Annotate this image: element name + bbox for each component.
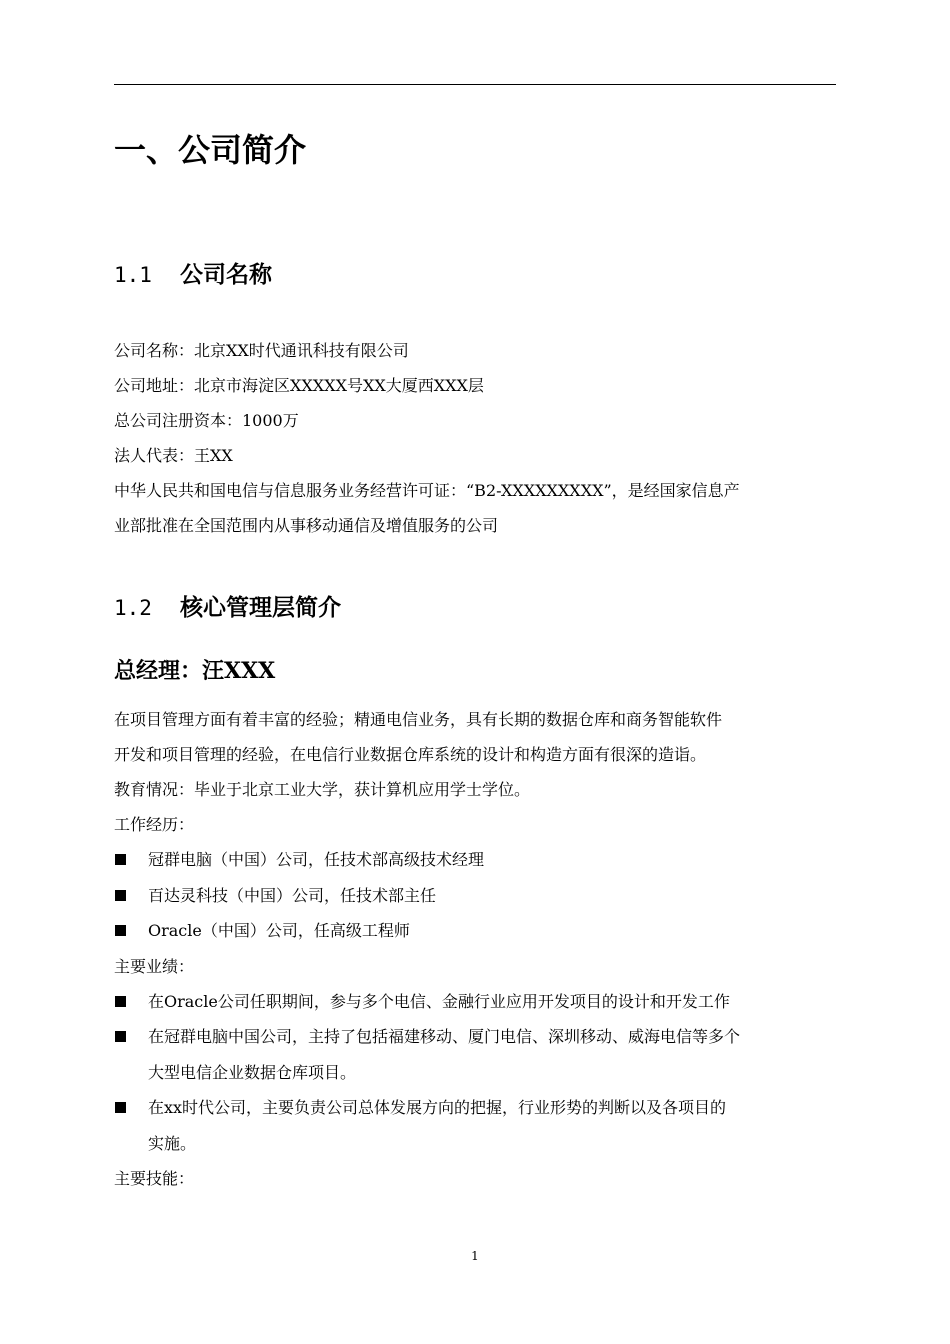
section-title: 核心管理层简介 [180,594,341,621]
skills-label: 主要技能： [114,1169,195,1188]
intro-line: 在项目管理方面有着丰富的经验；精通电信业务，具有长期的数据仓库和商务智能软件 [114,710,723,729]
company-info [114,333,838,543]
section-heading-1-2 [114,591,341,625]
achievement-item: 在Oracle公司任职期间，参与多个电信、金融行业应用开发项目的设计和开发工作 [114,984,838,1020]
manager-heading: 总经理：汪XXX [114,658,276,684]
work-label: 工作经历： [114,815,195,834]
header-rule [114,84,836,85]
page-number: 1 [471,1249,479,1263]
section-heading-1-1 [114,258,272,292]
square-bullet-icon [115,854,126,865]
section-number: 1.2 [114,596,152,620]
achievements-label: 主要业绩： [114,956,195,976]
company-address-line: 公司地址：北京市海淀区XXXXX号XX大厦西XXX层 [114,376,484,395]
legal-representative-line: 法人代表：王XX [114,446,233,465]
square-bullet-icon [115,1031,126,1042]
achievement-item: 在冠群电脑中国公司，主持了包括福建移动、厦门电信、深圳移动、威海电信等多个 大型电信企业数据仓库项目。 [114,1019,838,1090]
manager-profile [114,702,838,1196]
achievement-item: 在xx时代公司，主要负责公司总体发展方向的把握，行业形势的判断以及各项目的 实施。 [114,1090,838,1161]
work-item: 冠群电脑（中国）公司，任技术部高级技术经理 [114,842,838,878]
license-line-continued: 业部批准在全国范围内从事移动通信及增值服务的公司 [114,516,499,535]
work-item: 百达灵科技（中国）公司，任技术部主任 [114,878,838,914]
square-bullet-icon [115,890,126,901]
square-bullet-icon [115,996,126,1007]
work-item: Oracle（中国）公司，任高级工程师 [114,913,838,949]
section-number: 1.1 [114,263,152,287]
square-bullet-icon [115,1102,126,1113]
section-title: 公司名称 [180,261,272,288]
intro-line: 开发和项目管理的经验，在电信行业数据仓库系统的设计和构造方面有很深的造诣。 [114,745,707,764]
chapter-title: 一、公司简介 [114,131,307,169]
company-name-line: 公司名称：北京XX时代通讯科技有限公司 [114,341,409,360]
registered-capital-line: 总公司注册资本：1000万 [114,411,299,430]
square-bullet-icon [115,925,126,936]
education-line: 教育情况：毕业于北京工业大学，获计算机应用学士学位。 [114,780,531,799]
license-line: 中华人民共和国电信与信息服务业务经营许可证：“B2-XXXXXXXXX”，是经国家信息产 [114,481,740,500]
